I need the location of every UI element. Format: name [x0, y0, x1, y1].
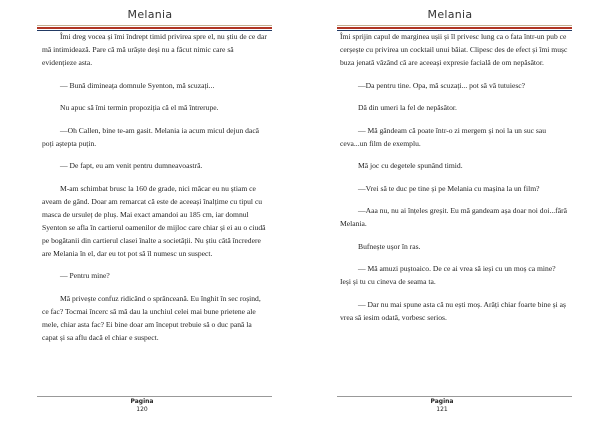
page-footer: [292, 398, 592, 414]
paragraph: Îmi sprijin capul de marginea ușii și îl privesc lung ca o fata într-un pub ce cerșește cu privirea un cocktail unui băiat. Clipesc des de efect și îmi mușc buza jenată văzând că are aceeași expresie facială de om nepăsător.: [340, 32, 568, 67]
running-header: Melania: [127, 8, 173, 21]
header-rule-red: [337, 27, 572, 29]
paragraph: Nu apuc să îmi termin propoziția că el mă întrerupe.: [60, 103, 219, 112]
paragraph: Dă din umeri la fel de nepăsător.: [358, 103, 457, 112]
footer-rule: [37, 396, 272, 397]
footer-label: Pagina: [130, 398, 154, 405]
footer-rule: [337, 396, 572, 397]
footer-label: Pagina: [430, 398, 454, 405]
running-header: Melania: [427, 8, 473, 21]
paragraph: Mă joc cu degetele spunând timid.: [358, 161, 463, 170]
paragraph: — Mă amuzi puștoaico. De ce ai vrea să ieși cu un moș ca mine? Ieși și tu cu cineva de seama ta.: [340, 264, 556, 286]
paragraph: — Pentru mine?: [60, 271, 110, 280]
paragraph: —Da pentru tine. Opa, mă scuzați... pot să vă tutuiesc?: [358, 80, 526, 90]
paragraph: —Vrei să te duc pe tine și pe Melania cu mașina la un film?: [358, 183, 540, 193]
paragraph: Bufnește ușor în ras.: [358, 241, 421, 251]
right-page: [300, 0, 600, 425]
page-body: [42, 30, 267, 353]
header-rule-gold: [337, 25, 572, 26]
paragraph: — De fapt, eu am venit pentru dumneavoastră.: [60, 161, 203, 170]
paragraph: — Bună dimineața domnule Syenton, mă scuzați...: [60, 80, 215, 90]
header-rule-gold: [37, 25, 272, 26]
paragraph: —Oh Callen, bine te-am gasit. Melania ia acum micul dejun dacă poți aștepta puțin.: [42, 125, 260, 148]
page-body: [340, 30, 568, 333]
page-number: 120: [136, 406, 148, 413]
header-rule-red: [37, 27, 272, 29]
paragraph: — Mă gândeam că poate într-o zi mergem și noi la un suc sau ceva...un film de exemplu.: [340, 125, 547, 148]
paragraph: — Dar nu mai spune asta că nu ești moș. Arăți chiar foarte bine și aș vrea să iesim odată, vorbesc serios.: [340, 299, 566, 322]
paragraph: Îmi dreg vocea și îmi îndrept timid privirea spre el, nu știu de ce dar mă intimidează. Pare că mă urăște deși nu a făcut nimic care să evidențieze asta.: [42, 32, 267, 67]
paragraph: M-am schimbat brusc la 160 de grade, nici măcar eu nu știam ce aveam de gând. Doar am remarcat că este de aceeași înalțime cu tipul cu masca de ursuleț de pluș. Mai exact amandoi au 185 cm, iar domnul Syenton se afla în cartierul oamenilor de mijloc care chiar și ei au o ciudă pe bogătanii din cartierul clasei înalte a societății. Nu știu câtă încredere are Melania în el, dar eu tot pot să îl numesc un suspect.: [42, 183, 266, 258]
paragraph: Mă privește confuz ridicând o sprânceană. Eu înghit în sec roșind, ce fac? Tocmai încerc să mă dau la unchiul celei mai bune prietene ale mele, chiar asta fac? Ei bine doar am început trebuie să o duc pană la capat și sa aflu dacă el chiar e suspect.: [42, 293, 261, 342]
page-number: 121: [436, 406, 448, 413]
paragraph: —Aaa nu, nu ai înțeles greșit. Eu mă gandeam așa doar noi doi...fără Melania.: [340, 206, 567, 228]
page-footer: [0, 398, 292, 414]
